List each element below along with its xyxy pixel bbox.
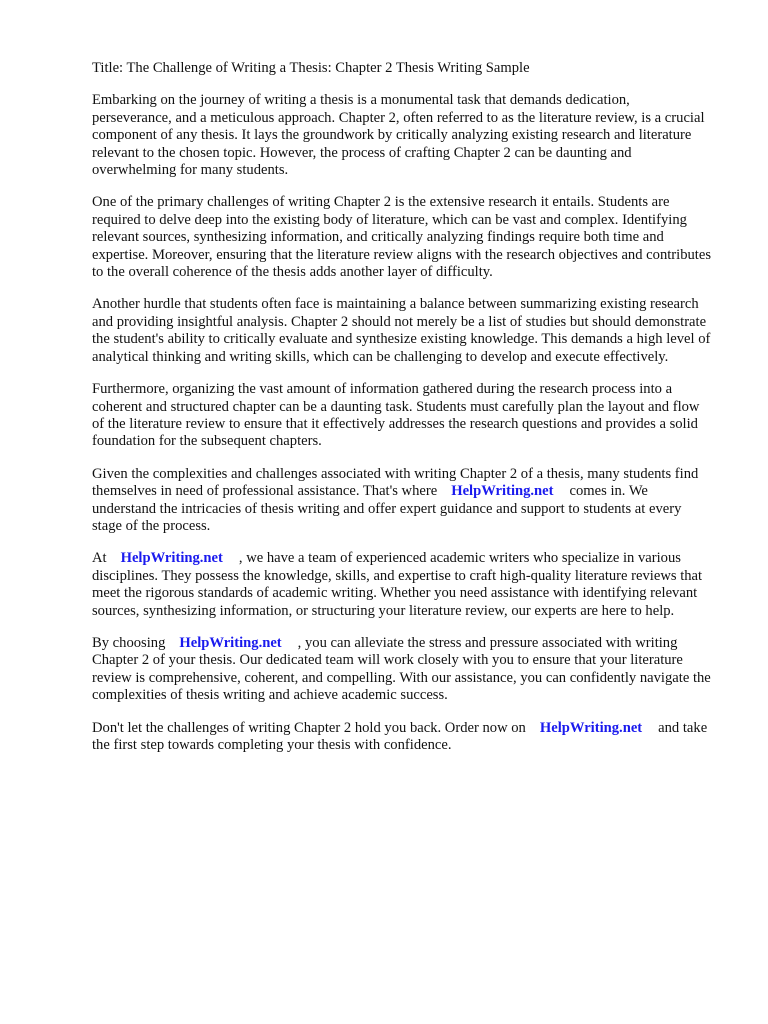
paragraph-organization: Furthermore, organizing the vast amount of information gathered during the research process into a coherent and structured chapter can be a daunting task. Students must carefully plan the layout and flow of the literature review to ensure that it effectively addresses the research questions and provides a solid foundation for the subsequent chapters. xyxy=(92,381,700,450)
paragraph-research-challenges: One of the primary challenges of writing Chapter 2 is the extensive research it entails. Students are required to delve deep into the existing body of literature, which can be vast and complex. Identifying relevant sources, synthesizing information, and critically analyzing findings require both time and expertise. Moreover, ensuring that the literature review aligns with the research objectives and contributes to the overall coherence of the thesis adds another layer of difficulty. xyxy=(92,194,712,281)
paragraph-balance-analysis: Another hurdle that students often face is maintaining a balance between summarizing existing research and providing insightful analysis. Chapter 2 should not merely be a list of studies but should demonstrate the student's ability to critically evaluate and synthesize existing knowledge. This demands a high level of analytical thinking and writing skills, which can be challenging to develop and execute effectively. xyxy=(92,296,711,365)
paragraph-text: Given the complexities and challenges associated with writing Chapter 2 of a thesis, many students find themselves in need of professional assistance. That's where xyxy=(92,465,699,500)
helpwriting-link[interactable]: HelpWriting.net xyxy=(179,634,282,651)
paragraph-text: , you can alleviate the stress and pressure associated with writing Chapter 2 of your thesis. Our dedicated team will work closely with you to ensure that your literature review is comprehensive, coherent, and compelling. With our assistance, you can confidently navigate the complexities of thesis writing and achieve academic success. xyxy=(92,634,711,704)
paragraph-text: Don't let the challenges of writing Chapter 2 hold you back. Order now on xyxy=(92,719,526,736)
helpwriting-link[interactable]: HelpWriting.net xyxy=(539,719,643,736)
paragraph-choosing xyxy=(92,635,712,705)
paragraph-intro: Embarking on the journey of writing a thesis is a monumental task that demands dedication, perseverance, and a meticulous approach. Chapter 2, often referred to as the literature review, is a crucial component of any thesis. It lays the groundwork by critically analyzing existing research and literature relevant to the chosen topic. However, the process of crafting Chapter 2 can be daunting and overwhelming for many students. xyxy=(92,92,705,179)
helpwriting-link[interactable]: HelpWriting.net xyxy=(451,483,554,500)
paragraph-professional-assistance xyxy=(92,466,712,536)
paragraph-call-to-action xyxy=(92,720,712,755)
paragraph-text: At xyxy=(92,550,107,567)
paragraph-text: and take the first step towards completing your thesis with confidence. xyxy=(92,719,708,753)
paragraph-team xyxy=(92,550,712,620)
document-page xyxy=(92,60,712,769)
paragraph-text: By choosing xyxy=(92,634,166,651)
paragraph-text: comes in. We understand the intricacies of thesis writing and offer expert guidance and support to students at every stage of the process. xyxy=(92,483,682,534)
paragraph-text: , we have a team of experienced academic writers who specialize in various disciplines. They possess the knowledge, skills, and expertise to craft high-quality literature reviews that meet the rigorous standards of academic writing. Whether you need assistance with identifying relevant sources, synthesizing information, or structuring your literature review, our experts are here to help. xyxy=(92,550,703,619)
document-title: Title: The Challenge of Writing a Thesis: Chapter 2 Thesis Writing Sample xyxy=(92,60,530,76)
helpwriting-link[interactable]: HelpWriting.net xyxy=(120,550,223,567)
